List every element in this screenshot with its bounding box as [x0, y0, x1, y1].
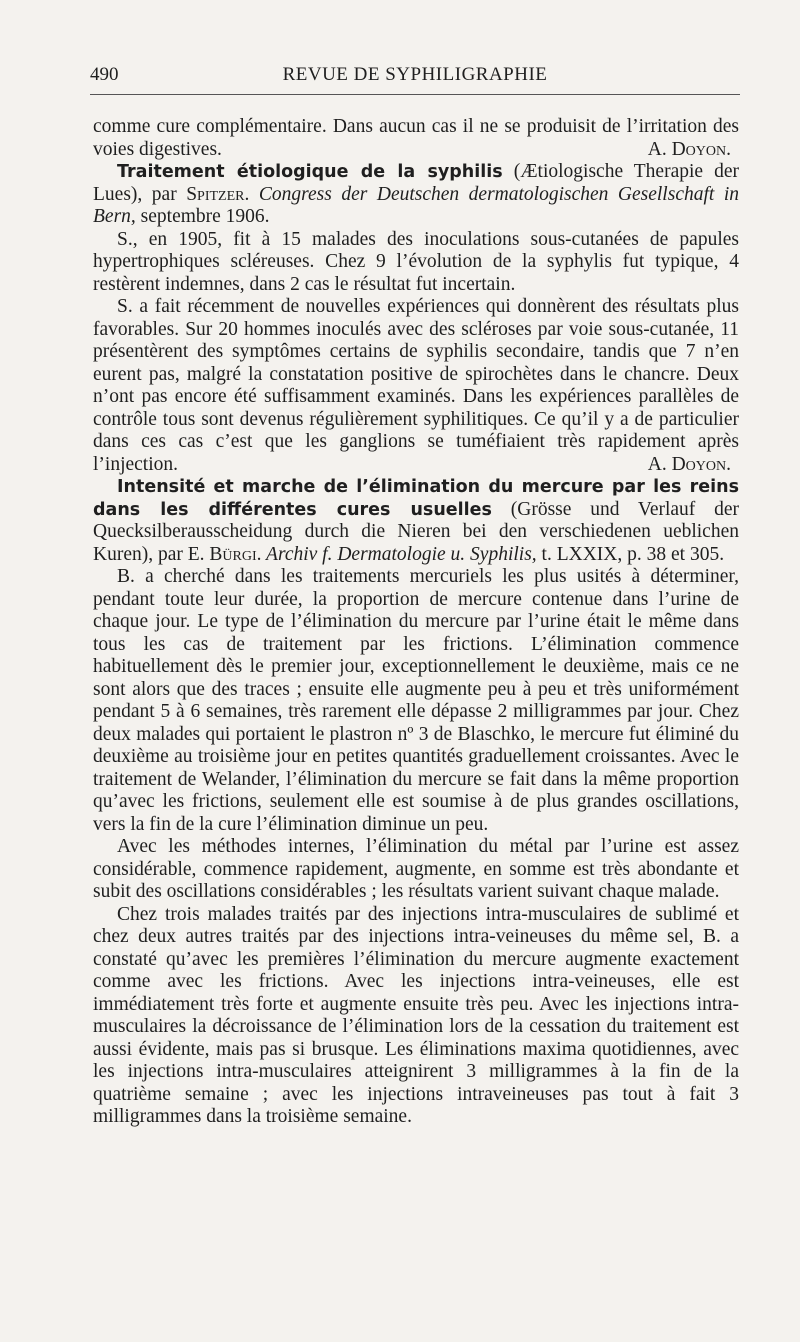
- running-title: REVUE DE SYPHILIGRAPHIE: [282, 64, 548, 85]
- article-date: septembre 1906.: [135, 206, 270, 227]
- article-author: Bürgi.: [209, 543, 262, 565]
- body-text: [93, 116, 739, 1129]
- article-subtitle: (Ætiologische Therapie der Lues), par: [93, 161, 739, 205]
- article-paragraph: Chez trois malades traités par des injections intra-musculaires de sublimé et chez deux autres traités par des injections intra-veineuses du même sel, B. a constaté qu’avec les premières l’élimination du mercure augmente exactement comme avec les frictions. Avec les injections intra-veineuses, elle est immédiatement très forte et augmente ensuite très peu. Avec les injections intra-musculaires la décroissance de l’élimination lors de la cessation du traitement est aussi évidente, mais pas si brusque. Les éliminations maxima quotidiennes, avec les injections intra-musculaires atteignirent 3 milligrammes à la fin de la quatrième semaine ; avec les injections intraveineuses pas tout à fait 3 milligrammes dans la troisième semaine.: [93, 903, 739, 1127]
- continuation-paragraph: [93, 116, 739, 161]
- continuation-text: comme cure complémentaire. Dans aucun cas il ne se produisit de l’irritation des voies digestives.: [93, 116, 739, 160]
- article-subtitle: (Grösse und Verlauf der Quecksilberausscheidung durch die Nieren bei den verschiedenen ueblichen Kuren), par E.: [93, 498, 739, 565]
- page-number: 490: [90, 64, 119, 85]
- article-author: Spitzer.: [186, 183, 250, 205]
- article-paragraph: [93, 296, 739, 476]
- article-heading: [93, 161, 739, 229]
- article-source: Congress der Deutschen dermatologischen Gesellschaft in Bern,: [93, 183, 739, 227]
- page-header: [90, 64, 740, 95]
- article-paragraph: S., en 1905, fit à 15 malades des inoculations sous-cutanées de papules hypertrophiques scléreuses. Chez 9 l’évolution de la syphylis fut typique, 4 restèrent indemnes, dans 2 cas le résultat fut incertain.: [93, 228, 739, 295]
- article-paragraph: B. a cherché dans les traitements mercuriels les plus usités à déterminer, pendant toute leur durée, la proportion de mercure contenue dans l’urine de chaque jour. Le type de l’élimination du mercure par l’urine était le même dans tous les cas de traitement par les frictions. L’élimination commence habituellement dès le premier jour, exceptionnellement le deuxième, mais ce ne sont alors que des traces ; ensuite elle augmente peu à peu et très uniformément pendant 5 à 6 semaines, très rarement elle dépasse 2 milligrammes par jour. Chez deux malades qui portaient le plastron nº 3 de Blaschko, le mercure fut éliminé du deuxième au troisième jour en petites quantités graduellement croissantes. Avec le traitement de Welander, l’élimination du mercure se fait dans la même proportion qu’avec les frictions, seulement elle est soumise à de plus grandes oscillations, vers la fin de la cure l’élimination diminue un peu.: [93, 566, 739, 835]
- article-reference: t. LXXIX, p. 38 et 305.: [536, 543, 725, 565]
- article-title: Traitement étiologique de la syphilis: [117, 162, 503, 182]
- article-paragraph: Avec les méthodes internes, l’élimination du métal par l’urine est assez considérable, commence rapidement, augmente, en somme est très abondante et subit des oscillations considérables ; les résultats varient suivant chaque malade.: [93, 836, 739, 902]
- article-heading: [93, 476, 739, 566]
- author-signature: A. Doyon.: [647, 453, 731, 475]
- article-title: Intensité et marche de l’élimination du mercure par les reins dans les différentes cures usuelles: [93, 477, 739, 520]
- author-signature: A. Doyon.: [647, 138, 731, 160]
- paragraph-text: S. a fait récemment de nouvelles expériences qui donnèrent des résultats plus favorables. Sur 20 hommes inoculés avec des scléroses par voie sous-cutanée, 11 présentèrent des symptômes certains de syphilis secondaire, tandis que 7 n’en eurent pas, malgré la constatation positive de spirochètes dans le chancre. Deux n’ont pas encore été suffisamment examinés. Dans les expériences parallèles de contrôle tous sont devenus régulièrement syphilitiques. Ce qu’il y a de particulier dans ces cas c’est que les ganglions se tuméfiaient très rapidement après l’injection.: [93, 296, 739, 475]
- article-source: Archiv f. Dermatologie u. Syphilis,: [261, 543, 537, 565]
